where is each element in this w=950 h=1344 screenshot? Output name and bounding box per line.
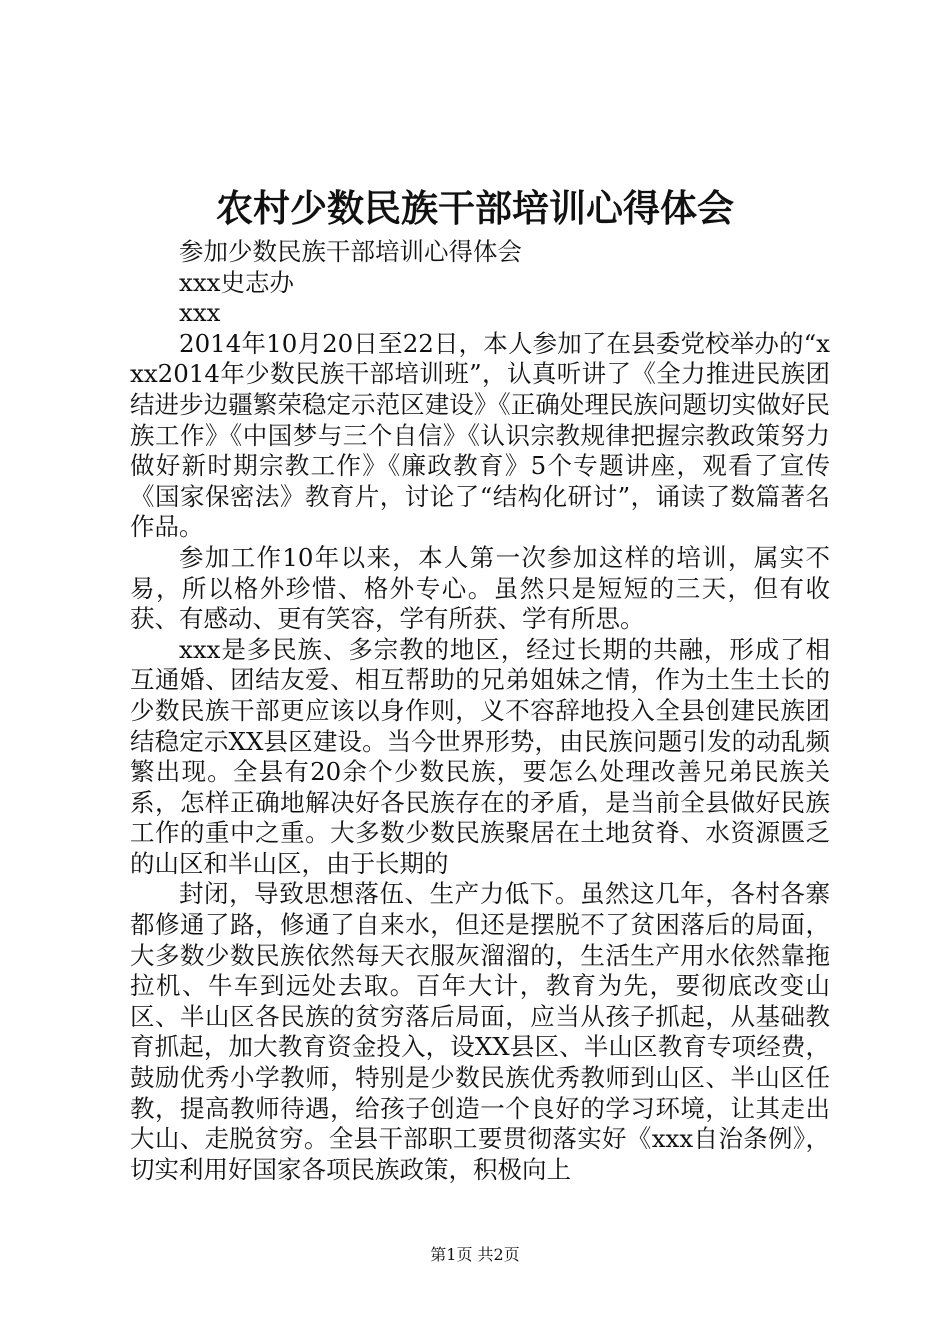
document-title: 农村少数民族干部培训心得体会 xyxy=(216,186,734,230)
document-body xyxy=(130,237,830,1185)
paragraph-subtitle: 参加少数民族干部培训心得体会 xyxy=(179,237,522,266)
page-footer: 第1页 共2页 xyxy=(430,1245,520,1264)
paragraph: 参加工作10年以来，本人第一次参加这样的培训，属实不易，所以格外珍惜、格外专心。虽然只是短短的三天，但有收获、有感动、更有笑容，学有所获、学有所思。 xyxy=(130,542,830,634)
paragraph: 封闭，导致思想落伍、生产力低下。虽然这几年，各村各寨都修通了路，修通了自来水，但还是摆脱不了贫困落后的局面，大多数少数民族依然每天衣服灰溜溜的，生活生产用水依然靠拖拉机、牛车到远处去取。百年大计，教育为先，要彻底改变山区、半山区各民族的贫穷落后局面，应当从孩子抓起，从基础教育抓起，加大教育资金投入，设XX县区、半山区教育专项经费，鼓励优秀小学教师，特别是少数民族优秀教师到山区、半山区任教，提高教师待遇，给孩子创造一个良好的学习环境，让其走出大山、走脱贫穷。全县干部职工要贯彻落实好《xxx自治条例》，切实利用好国家各项民族政策，积极向上 xyxy=(130,879,830,1184)
paragraph: xxx是多民族、多宗教的地区，经过长期的共融，形成了相互通婚、团结友爱、相互帮助的兄弟姐妹之情，作为土生土长的少数民族干部更应该以身作则，义不容辞地投入全县创建民族团结稳定示XX县区建设。当今世界形势，由民族问题引发的动乱频繁出现。全县有20余个少数民族，要怎么处理改善兄弟民族关系，怎样正确地解决好各民族存在的矛盾，是当前全县做好民族工作的重中之重。大多数少数民族聚居在土地贫脊、水资源匮乏的山区和半山区，由于长期的 xyxy=(130,634,830,878)
paragraph-author-name: xxx xyxy=(179,298,221,328)
paragraph: 2014年10月20日至22日，本人参加了在县委党校举办的“xxx2014年少数民族干部培训班”，认真听讲了《全力推进民族团结进步边疆繁荣稳定示范区建设》《正确处理民族问题切实做好民族工作》《中国梦与三个自信》《认识宗教规律把握宗教政策努力做好新时期宗教工作》《廉政教育》5个专题讲座，观看了宣传《国家保密法》教育片，讨论了“结构化研讨”，诵读了数篇著名作品。 xyxy=(130,328,830,542)
paragraph-author-org: xxx史志办 xyxy=(179,267,294,297)
